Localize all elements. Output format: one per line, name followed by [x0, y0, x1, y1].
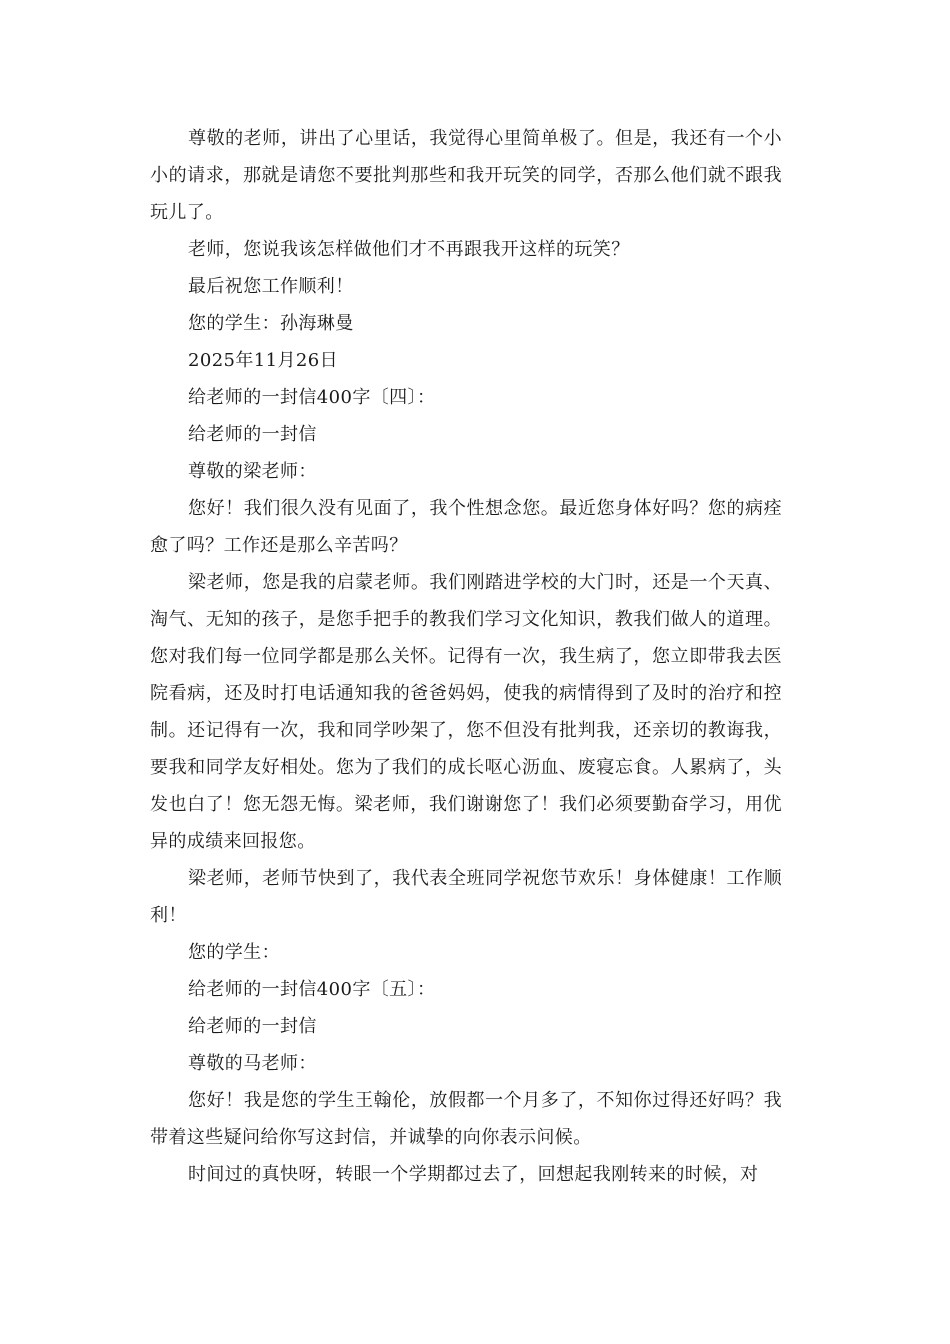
signature-line: 您的学生：孙海琳曼 [188, 313, 354, 334]
date-line: 2025年11月26日 [188, 350, 339, 371]
paragraph-wish: 最后祝您工作顺利！ [188, 276, 354, 297]
paragraph-body: 时间过的真快呀，转眼一个学期都过去了，回想起我刚转来的时候，对 [188, 1164, 759, 1185]
paragraph-holiday-wish: 梁老师，老师节快到了，我代表全班同学祝您节欢乐！身体健康！工作顺利！ [150, 868, 782, 926]
section-heading-5: 给老师的一封信400字〔五〕： [188, 979, 436, 1000]
signature-line: 您的学生： [188, 942, 280, 963]
letter-title: 给老师的一封信 [188, 424, 317, 445]
paragraph-body: 梁老师，您是我的启蒙老师。我们刚踏进学校的大门时，还是一个天真、淘气、无知的孩子，是您手把手的教我们学习文化知识，教我们做人的道理。您对我们每一位同学都是那么关怀。记得有一次，我生病了，您立即带我去医院看病，还及时打电话通知我的爸爸妈妈，使我的病情得到了及时的治疗和控制。还记得有一次，我和同学吵架了，您不但没有批判我，还亲切的教诲我，要我和同学友好相处。您为了我们的成长呕心沥血、废寝忘食。人累病了，头发也白了！您无怨无悔。梁老师，我们谢谢您了！我们必须要勤奋学习，用优异的成绩来回报您。 [150, 572, 782, 852]
salutation: 尊敬的马老师： [188, 1053, 317, 1074]
section-heading-4: 给老师的一封信400字〔四〕： [188, 387, 436, 408]
paragraph-greeting: 您好！我们很久没有见面了，我个性想念您。最近您身体好吗？您的病痊愈了吗？工作还是那么辛苦吗？ [150, 498, 782, 556]
paragraph-question: 老师，您说我该怎样做他们才不再跟我开这样的玩笑？ [188, 239, 630, 260]
document-body [150, 120, 782, 1193]
paragraph-greeting: 您好！我是您的学生王翰伦，放假都一个月多了，不知你过得还好吗？我带着这些疑问给你写这封信，并诚挚的向你表示问候。 [150, 1090, 782, 1148]
letter-title: 给老师的一封信 [188, 1016, 317, 1037]
paragraph-closing-request: 尊敬的老师，讲出了心里话，我觉得心里简单极了。但是，我还有一个小小的请求，那就是请您不要批判那些和我开玩笑的同学，否那么他们就不跟我玩儿了。 [150, 128, 782, 223]
salutation: 尊敬的梁老师： [188, 461, 317, 482]
